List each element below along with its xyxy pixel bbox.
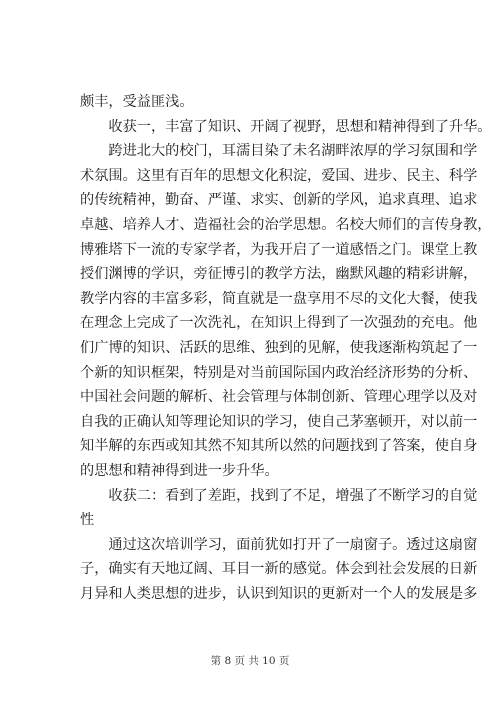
section-heading-2-cont: 性 (80, 512, 95, 529)
text-line: 自我的正确认知等理论知识的学习，使自己茅塞顿开，对以前一 (80, 413, 478, 430)
section-heading-1: 收获一，丰富了知识、开阔了视野，思想和精神得到了升华。 (108, 118, 492, 135)
text-line: 卓越、培养人才、造福社会的治学思想。名校大师们的言传身教， (80, 216, 492, 233)
text-line: 月异和人类思想的进步，认识到知识的更新对一个人的发展是多 (80, 585, 478, 602)
body-text (80, 90, 492, 606)
text-line: 教学内容的丰富多彩，简直就是一盘享用不尽的文化大餐，使我 (80, 290, 478, 307)
text-line: 知半解的东西或知其然不知其所以然的问题找到了答案，使自身 (80, 438, 478, 455)
text-line: 授们渊博的学识，旁征博引的教学方法，幽默风趣的精彩讲解， (80, 266, 478, 283)
text-line: 跨进北大的校门，耳濡目染了未名湖畔浓厚的学习氛围和学 (108, 143, 478, 160)
text-line: 的思想和精神得到进一步升华。 (80, 462, 279, 479)
section-heading-2: 收获二：看到了差距，找到了不足，增强了不断学习的自觉 (108, 487, 478, 504)
text-line: 通过这次培训学习，面前犹如打开了一扇窗子。透过这扇窗 (108, 536, 478, 553)
text-line: 们广博的知识、活跃的思维、独到的见解，使我逐渐构筑起了一 (80, 339, 478, 356)
text-line: 术氛围。这里有百年的思想文化积淀，爱国、进步、民主、科学 (80, 167, 478, 184)
page-footer: 第 8 页 共 10 页 (210, 655, 290, 667)
text-line: 博雅塔下一流的专家学者，为我开启了一道感悟之门。课堂上教 (80, 241, 478, 258)
text-line: 在理念上完成了一次洗礼，在知识上得到了一次强劲的充电。他 (80, 315, 478, 332)
text-line: 的传统精神，勤奋、严谨、求实、创新的学风，追求真理、追求 (80, 192, 478, 209)
text-line: 个新的知识框架，特别是对当前国际国内政治经济形势的分析、 (80, 364, 478, 381)
text-line: 子，确实有天地辽阔、耳目一新的感觉。体会到社会发展的日新 (80, 561, 478, 578)
text-line: 颇丰，受益匪浅。 (80, 94, 194, 110)
text-line: 中国社会问题的解析、社会管理与体制创新、管理心理学以及对 (80, 389, 478, 406)
